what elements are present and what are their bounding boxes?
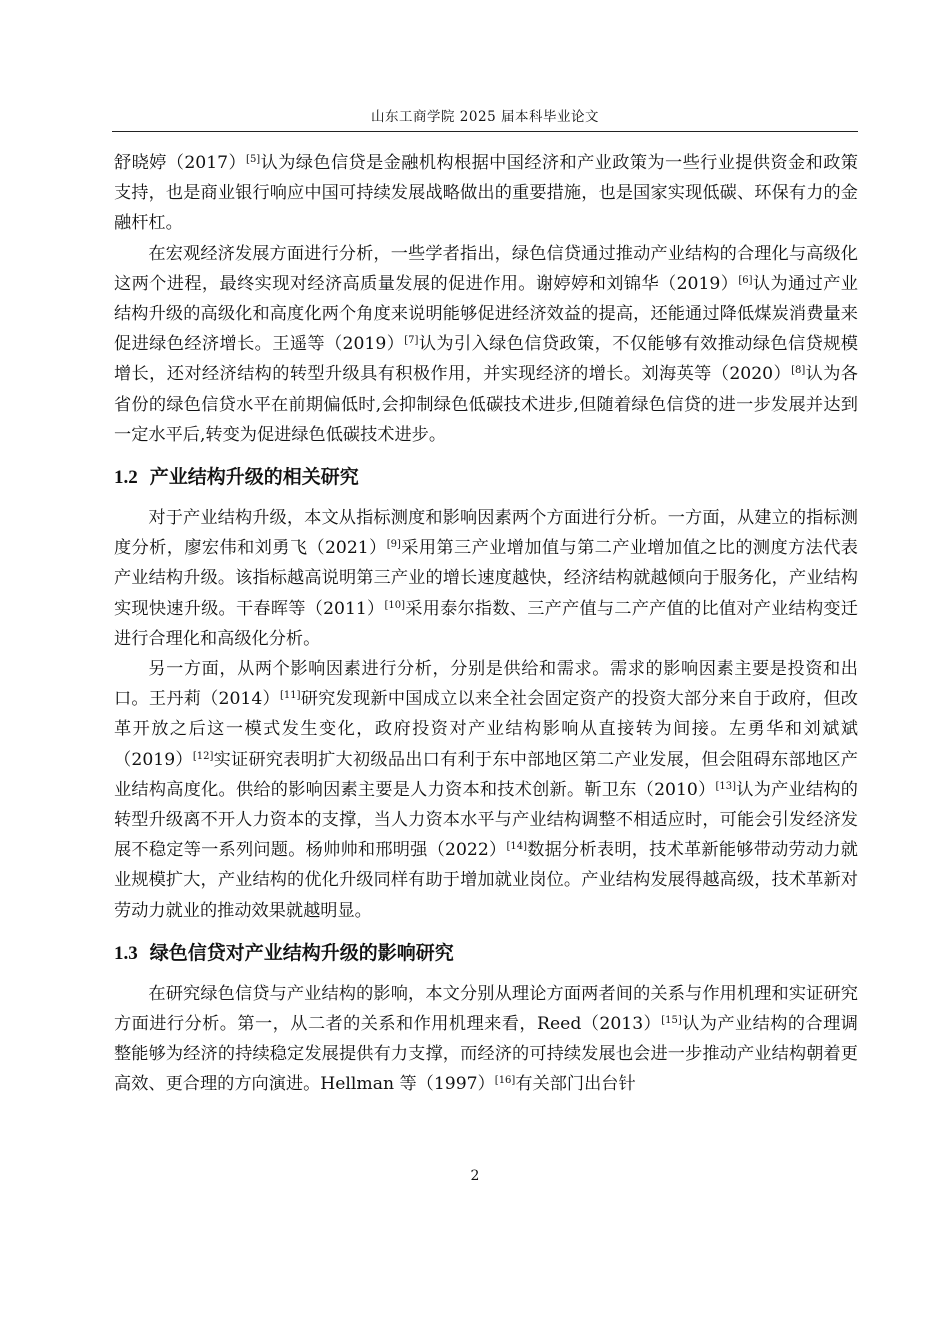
paragraph-p2 — [114, 503, 858, 654]
citation-8: [8] — [791, 365, 806, 377]
header-rule — [112, 131, 858, 132]
citation-14: [14] — [506, 841, 527, 853]
text-run: 认为通过产业结构升级的高级化和高度化两个角度来说明能够促进经济效益的提高，还能通过降低煤炭消费量来促进绿色经济增长。王遥等（2019） — [114, 273, 858, 355]
text-run: 在宏观经济发展方面进行分析，一些学者指出，绿色信贷通过推动产业结构的合理化与高级化这两个进程，最终实现对经济高质量发展的促进作用。谢婷婷和刘锦华（2019） — [114, 243, 858, 294]
citation-5: [5] — [246, 154, 261, 165]
text-run: 认为产业结构的转型升级离不开人力资本的支撑，当人力资本水平与产业结构调整不相适应时，可能会引发经济发展不稳定等一系列问题。杨帅帅和邢明强（2022） — [114, 779, 858, 861]
citation-10: [10] — [384, 599, 405, 611]
section-title: 绿色信贷对产业结构升级的影响研究 — [149, 941, 454, 964]
text-run: 在研究绿色信贷与产业结构的影响，本文分别从理论方面两者间的关系与作用机理和实证研究方面进行分析。第一，从二者的关系和作用机理来看，Reed（2013） — [114, 983, 858, 1035]
text-run: 研究发现新中国成立以来全社会固定资产的投资大部分来自于政府，但改革开放之后这一模式发生变化，政府投资对产业结构影响从直接转为间接。左勇华和刘斌斌（2019） — [114, 689, 858, 770]
text-run: 另一方面，从两个影响因素进行分析，分别是供给和需求。需求的影响因素主要是投资和出口。王丹莉（2014） — [114, 659, 858, 710]
citation-7: [7] — [404, 335, 419, 347]
text-run: 对于产业结构升级，本文从指标测度和影响因素两个方面进行分析。一方面，从建立的指标测度分析，廖宏伟和刘勇飞（2021） — [114, 508, 858, 559]
text-run: 采用泰尔指数、三产产值与二产产值的比值对产业结构变迁进行合理化和高级化分析。 — [114, 598, 858, 649]
citation-9: [9] — [386, 539, 401, 551]
citation-13: [13] — [715, 780, 737, 792]
text-run: 采用第三产业增加值与第二产业增加值之比的测度方法代表产业结构升级。该指标越高说明第三产业的增长速度越快，经济结构就越倾向于服务化，产业结构实现快速升级。干春晖等（2011） — [114, 538, 858, 619]
text-run: 数据分析表明，技术革新能够带动劳动力就业规模扩大，产业结构的优化升级同样有助于增加就业岗位。产业结构发展得越高级，技术革新对劳动力就业的推动效果就越明显。 — [114, 840, 858, 921]
text-run: 认为各省份的绿色信贷水平在前期偏低时,会抑制绿色低碳技术进步,但随着绿色信贷的进一步发展并达到一定水平后,转变为促进绿色低碳技术进步。 — [114, 364, 858, 445]
section-heading-1-3 — [114, 936, 858, 971]
text-run: 认为绿色信贷是金融机构根据中国经济和产业政策为一些行业提供资金和政策支持，也是商业银行响应中国可持续发展战略做出的重要措施，也是国家实现低碳、环保有力的金融杆杠。 — [114, 153, 858, 234]
text-run: 实证研究表明扩大初级品出口有利于东中部地区第二产业发展，但会阻碍东部地区产业结构高度化。供给的影响因素主要是人力资本和技术创新。靳卫东（2010） — [114, 749, 858, 800]
page-number: 2 — [470, 1168, 480, 1184]
section-number: 1.3 — [114, 942, 138, 964]
paragraph-p4 — [114, 979, 858, 1100]
text-run: 舒晓婷（2017） — [114, 153, 247, 173]
text-run: 有关部门出台针 — [515, 1074, 636, 1095]
citation-11: [11] — [279, 690, 301, 702]
citation-15: [15] — [661, 1015, 682, 1027]
text-run: 认为引入绿色信贷政策，不仅能够有效推动绿色信贷规模增长，还对经济结构的转型升级具有积极作用，并实现经济的增长。刘海英等（2020） — [114, 334, 858, 385]
section-number: 1.2 — [114, 467, 138, 489]
page-body — [114, 148, 858, 1100]
citation-16: [16] — [494, 1075, 516, 1087]
paragraph-p1 — [114, 239, 858, 450]
running-header: 山东工商学院 2025 届本科毕业论文 — [371, 109, 599, 125]
section-heading-1-2 — [114, 460, 858, 495]
paragraph-p3 — [114, 654, 858, 926]
section-title: 产业结构升级的相关研究 — [149, 466, 359, 489]
paragraph-p0 — [114, 148, 858, 239]
citation-12: [12] — [192, 750, 214, 762]
citation-6: [6] — [738, 274, 753, 286]
text-run: 认为产业结构的合理调整能够为经济的持续稳定发展提供有力支撑，而经济的可持续发展也会进一步推动产业结构朝着更高效、更合理的方向演进。Hellman 等（1997） — [114, 1014, 858, 1095]
